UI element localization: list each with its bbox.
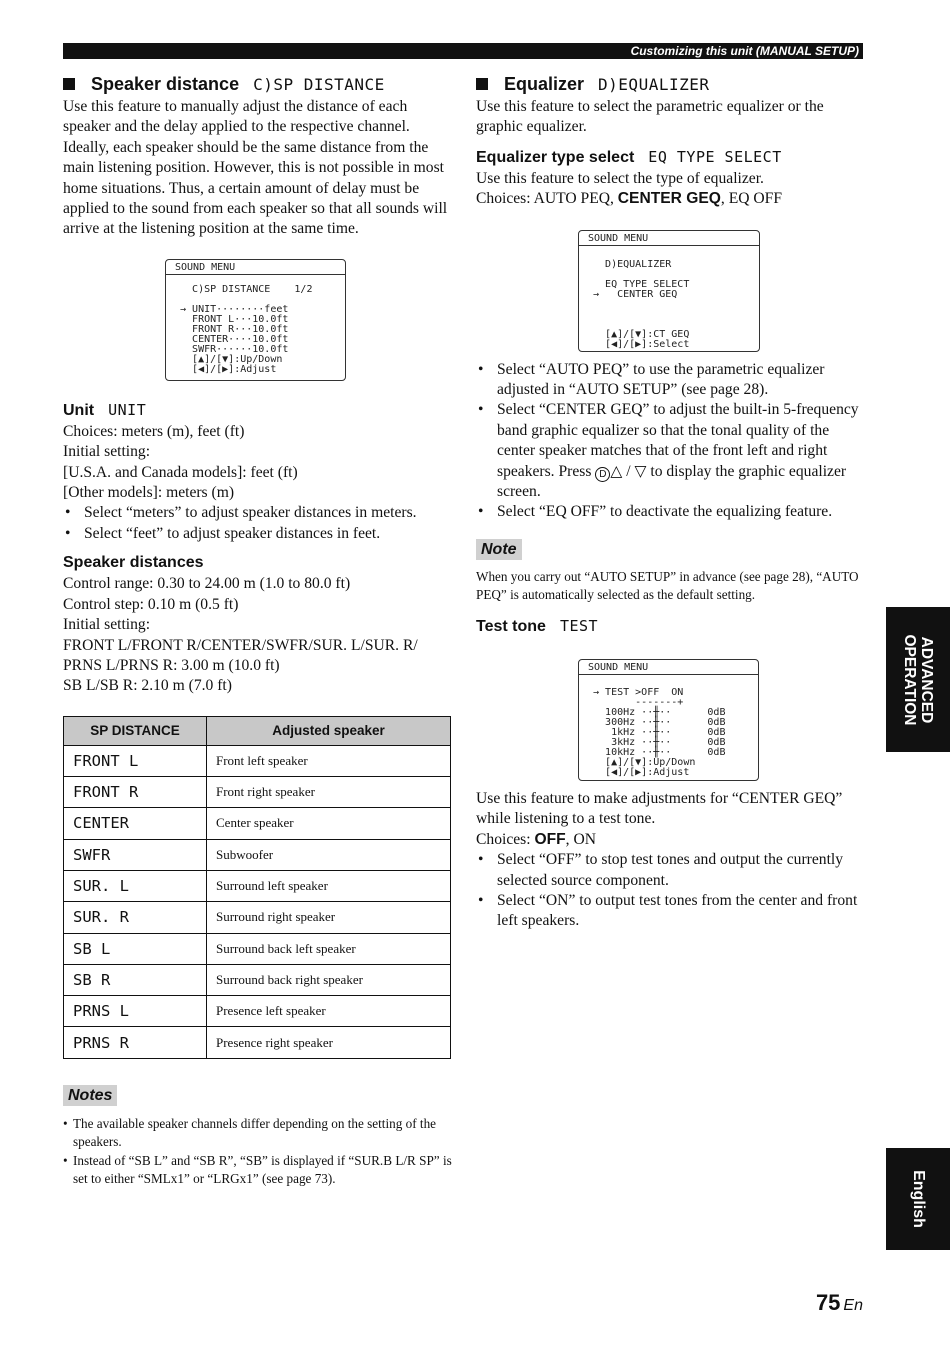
lcd-sp-distance: SOUND MENU C)SP DISTANCE 1/2 → UNIT········feet FRONT L···10.0ft FRONT R···10.0ft CENTER····10.0ft SWFR······10.0ft [▲]/[▼]:Up/Down [◀]/[▶]:Adjust [165,259,346,381]
table-row [64,839,451,870]
lcd-line: [◀]/[▶]:Select [587,338,690,350]
lcd-line: 3kHz ··╫·· 0dB [587,736,726,748]
lcd-line: 300Hz ··╫·· 0dB [587,716,726,728]
lcd-equalizer: SOUND MENU D)EQUALIZER EQ TYPE SELECT → CENTER GEQ [▲]/[▼]:CT GEQ [◀]/[▶]:Select [578,230,760,352]
speaker-distance-heading: Speaker distance C)SP DISTANCE [63,72,453,97]
sp-distance-code: CENTER [64,808,207,839]
lcd-line: 10kHz ··╫·· 0dB [587,746,726,758]
speaker-distances-line: SB L/SB R: 2.10 m (7.0 ft) [63,677,232,695]
unit-settings [63,422,453,504]
unit-bullet: • Select “meters” to adjust speaker distances in meters. [63,503,453,523]
lcd-line: 1kHz ··╫·· 0dB [587,726,726,738]
lcd-line [579,300,759,310]
table-row [64,777,451,808]
lcd-line: [▲]/[▼]:Up/Down [587,756,696,768]
unit-line: [U.S.A. and Canada models]: feet (ft) [63,463,298,481]
sp-distance-code: SUR. R [64,902,207,933]
square-bullet-icon [63,78,75,90]
adjusted-speaker: Surround right speaker [207,902,451,933]
sp-distance-code: PRNS L [64,996,207,1027]
lcd-line: [▲]/[▼]:Up/Down [174,353,283,365]
adjusted-speaker: Surround left speaker [207,870,451,901]
lcd-line: → CENTER GEQ [587,288,678,300]
adjusted-speaker: Presence right speaker [207,1027,451,1058]
adjusted-speaker: Front left speaker [207,745,451,776]
adjusted-speaker: Surround back right speaker [207,964,451,995]
eq-type-body: Use this feature to select the type of equalizer. [476,169,764,187]
table-row [64,902,451,933]
speaker-distance-body: Use this feature to manually adjust the distance of each speaker and the delay applied to the respective channel. Ideally, each speaker should be the same distance from the main listening position. However, this is not possible in most home situations. Thus, a certain amount of delay must be applied to the sound from each speaker so that all sounds will arrive at the listening position at the same time. [63,98,448,238]
speaker-distances-settings [63,574,453,696]
speaker-distances-line: Control range: 0.30 to 24.00 m (1.0 to 80.0 ft) [63,575,351,593]
table-row [64,808,451,839]
english-tab: English [886,1148,950,1250]
page-number: 75 En [815,1290,863,1315]
advanced-operation-tab: ADVANCED OPERATION [886,607,950,752]
square-bullet-icon [476,78,488,90]
table-row [64,1027,451,1058]
sp-distance-code: PRNS R [64,1027,207,1058]
lcd-test-tone: SOUND MENU → TEST >OFF ON -------+ 100Hz ··╫·· 0dB 300Hz ··╫·· 0dB 1kHz ··╫·· 0dB 3kHz ··╫·· 0dB 10kHz ··╫·· 0dB [▲]/[▼]:Up/Down [◀]/[▶]:Adjust [578,659,759,781]
lcd-line: [▲]/[▼]:CT GEQ [587,328,690,340]
equalizer-body: Use this feature to select the parametric equalizer or the graphic equalizer. [476,98,824,136]
adjusted-speaker: Center speaker [207,808,451,839]
table-row [64,870,451,901]
lcd-line: FRONT R···10.0ft [174,323,289,335]
speaker-distances-line: FRONT L/FRONT R/CENTER/SWFR/SUR. L/SUR. R/ [63,636,418,654]
test-tone-body: Use this feature to make adjustments for “CENTER GEQ” while listening to a test tone. [476,789,843,828]
lcd-line: D)EQUALIZER [587,258,672,270]
sp-distance-code: FRONT L [64,745,207,776]
speaker-distances-line: PRNS L/PRNS R: 3.00 m (10.0 ft) [63,656,280,674]
sp-distance-code: SB R [64,964,207,995]
lcd-line: 100Hz ··╫·· 0dB [587,706,726,718]
unit-line: Initial setting: [63,443,151,461]
sp-distance-table [63,716,451,1059]
lcd-line: -------+ [587,696,684,708]
unit-heading: Unit UNIT [63,400,147,419]
lcd-line: [◀]/[▶]:Adjust [174,363,277,375]
table-header-adjusted-speaker: Adjusted speaker [207,716,451,745]
note-text: When you carry out “AUTO SETUP” in advance (see page 28), “AUTO PEQ” is automatically selected as the default setting. [476,568,859,603]
test-tone-choices: Choices: OFF, ON [476,830,596,848]
lcd-line [579,310,759,320]
adjusted-speaker: Surround back left speaker [207,933,451,964]
right-column [476,72,866,932]
eq-bullets: • Select “AUTO PEQ” to use the parametric equalizer adjusted in “AUTO SETUP” (see page 28). • Select “CENTER GEQ” to adjust the built-in 5-frequency band graphic equalizer so that the tonal quality of the center speaker matches that of the front left and right speakers. Press D △ / ▽ to display the graphic equalizer screen. • Select “EQ OFF” to deactivate the equalizing feature. [476,360,866,523]
table-row [64,964,451,995]
notes-list [63,1115,453,1189]
lcd-line: C)SP DISTANCE 1/2 [174,283,313,295]
sp-distance-code: SWFR [64,839,207,870]
lcd-line: SWFR······10.0ft [174,343,289,355]
lcd-line: [◀]/[▶]:Adjust [587,766,690,778]
test-tone-bullets: • Select “OFF” to stop test tones and output the currently selected source component. • Select “ON” to output test tones from the center and front left speakers. [476,850,866,932]
lcd-line: CENTER····10.0ft [174,333,289,345]
speaker-distances-line: Control step: 0.10 m (0.5 ft) [63,595,239,613]
lcd-line: EQ TYPE SELECT [587,278,690,290]
running-header: Customizing this unit (MANUAL SETUP) [63,43,863,59]
note-item: • Instead of “SB L” and “SB R”, “SB” is displayed if “SUR.B L/R SP” is set to either “SMLx1” or “LRGx1” (see page 73). [63,1152,453,1189]
note-label: Note [476,539,522,560]
unit-bullet: • Select “feet” to adjust speaker distances in feet. [63,524,453,544]
test-tone-heading: Test tone TEST [476,616,599,635]
speaker-distances-line: Initial setting: [63,616,151,634]
up-down-arrow-icons: △ / ▽ [610,462,647,480]
sp-distance-code: SUR. L [64,870,207,901]
note-item: • The available speaker channels differ depending on the setting of the speakers. [63,1115,453,1152]
lcd-line: FRONT L···10.0ft [174,313,289,325]
eq-type-choices: Choices: AUTO PEQ, CENTER GEQ, EQ OFF [476,190,782,208]
lcd-line: → TEST >OFF ON [587,686,684,698]
table-row [64,933,451,964]
lcd-line: → UNIT········feet [174,303,289,315]
table-row [64,996,451,1027]
adjusted-speaker: Presence left speaker [207,996,451,1027]
unit-line: Choices: meters (m), feet (ft) [63,422,245,440]
table-row [64,745,451,776]
eq-type-heading: Equalizer type select EQ TYPE SELECT [476,147,782,166]
equalizer-heading: Equalizer D)EQUALIZER [476,72,866,97]
speaker-distances-heading: Speaker distances [63,554,204,572]
table-header-sp-distance: SP DISTANCE [64,716,207,745]
left-column [63,72,453,1189]
adjusted-speaker: Front right speaker [207,777,451,808]
notes-label: Notes [63,1085,117,1106]
adjusted-speaker: Subwoofer [207,839,451,870]
d-key-icon: D [595,467,610,482]
sp-distance-code: FRONT R [64,777,207,808]
unit-bullets [63,503,453,544]
sp-distance-code: SB L [64,933,207,964]
unit-line: [Other models]: meters (m) [63,484,235,502]
